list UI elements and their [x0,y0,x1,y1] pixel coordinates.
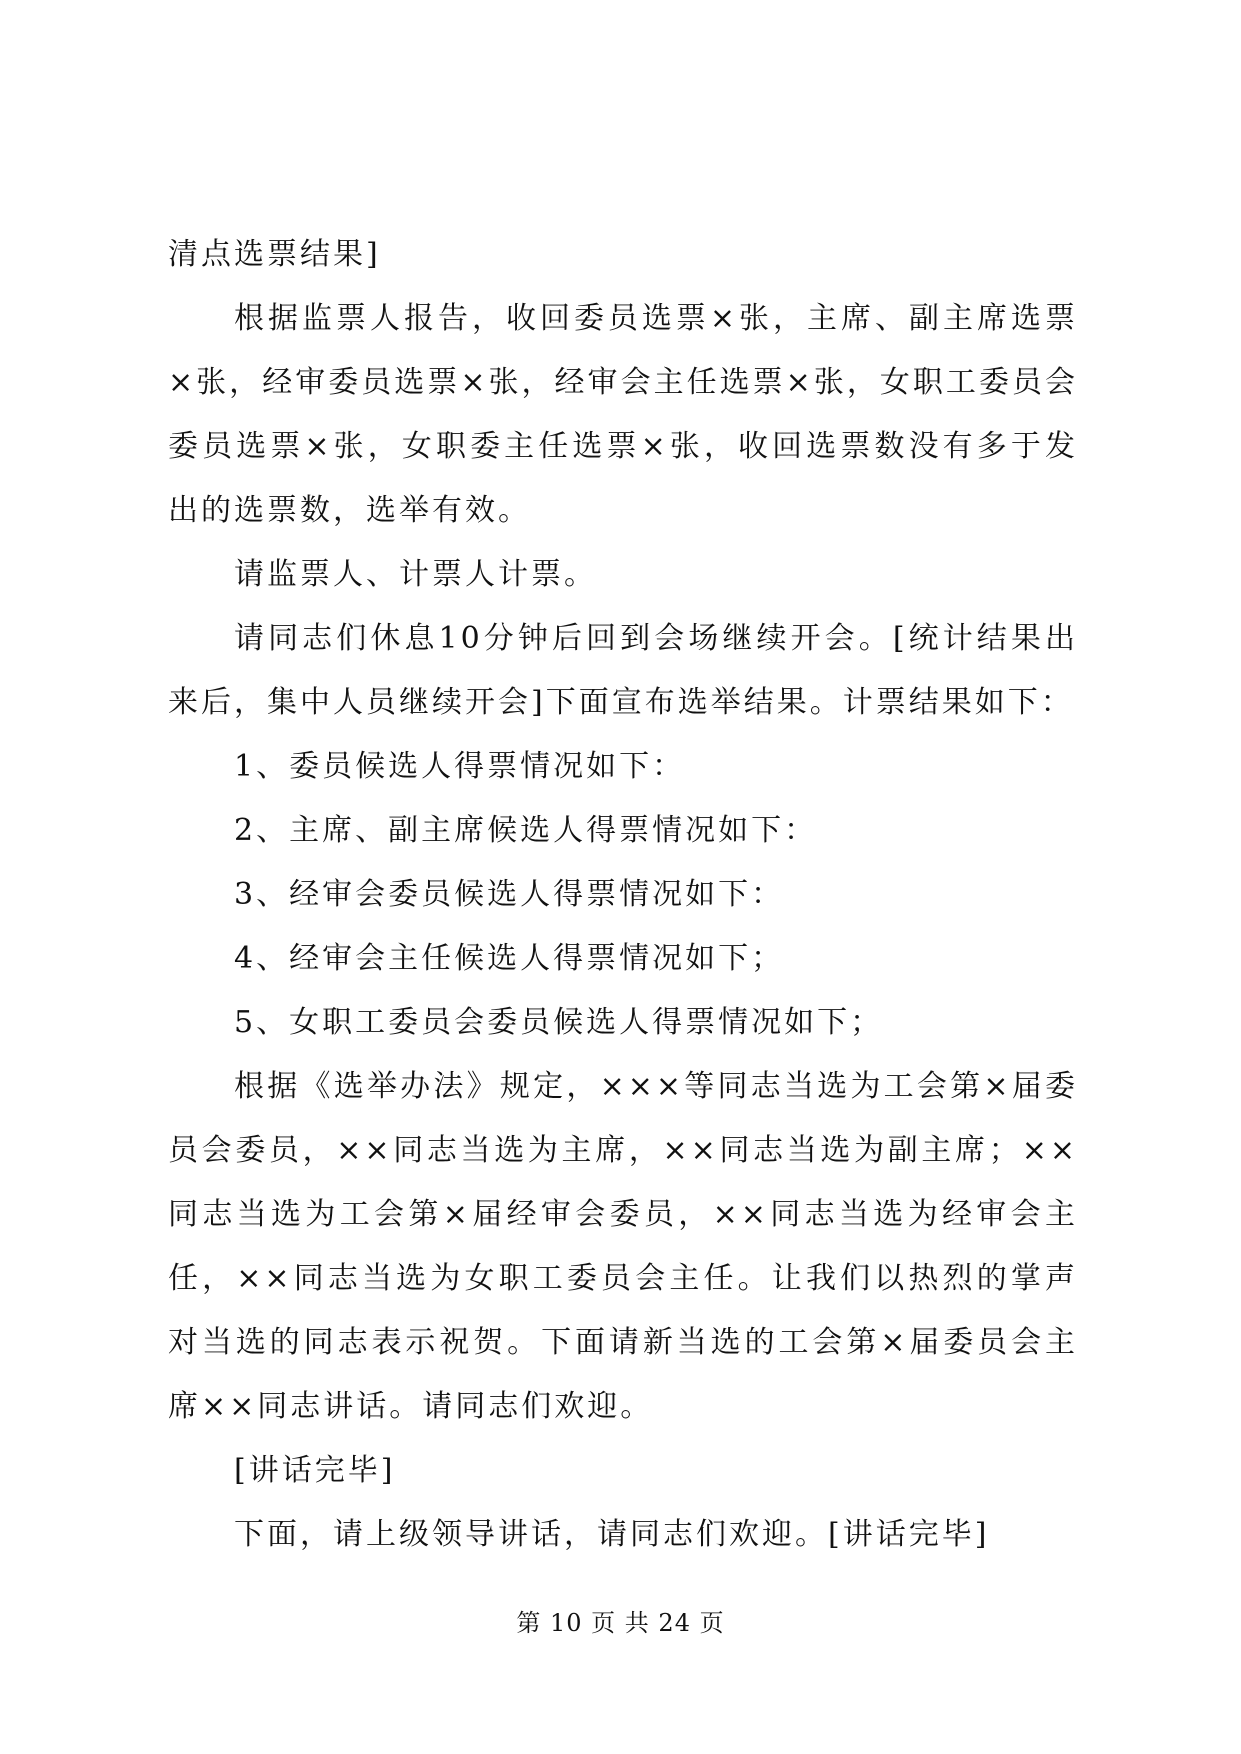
list-item-5: 5、女职工委员会委员候选人得票情况如下； [234,1005,884,1040]
paragraph-2: 根据监票人报告，收回委员选票×张，主席、副主席选票×张，经审委员选票×张，经审会主任选票×张，女职工委员会委员选票×张，女职委主任选票×张，收回选票数没有多于发出的选票数，选举有效。 [168,301,1078,528]
list-item-3: 3、经审会委员候选人得票情况如下： [234,877,785,912]
paragraph-results: 根据《选举办法》规定，×××等同志当选为工会第×届委员会委员，××同志当选为主席，××同志当选为副主席；××同志当选为工会第×届经审会委员，××同志当选为经审会主任，××同志当选为女职工委员会主任。让我们以热烈的掌声对当选的同志表示祝贺。下面请新当选的工会第×届委员会主席××同志讲话。请同志们欢迎。 [168,1069,1078,1424]
paragraph-4: 请同志们休息10分钟后回到会场继续开会。[统计结果出来后，集中人员继续开会]下面宣布选举结果。计票结果如下： [168,621,1078,720]
paragraph-leader-speech: 下面，请上级领导讲话，请同志们欢迎。[讲话完毕] [234,1517,990,1552]
page-number-footer: 第 10 页 共 24 页 [516,1609,725,1637]
paragraph-speech-done: [讲话完毕] [234,1453,396,1488]
paragraph-3: 请监票人、计票人计票。 [234,557,597,592]
list-item-1: 1、委员候选人得票情况如下： [234,749,686,784]
paragraph-1: 清点选票结果] [168,237,381,272]
document-body [168,223,1078,1567]
list-item-4: 4、经审会主任候选人得票情况如下； [234,941,785,976]
list-item-2: 2、主席、副主席候选人得票情况如下： [234,813,818,848]
